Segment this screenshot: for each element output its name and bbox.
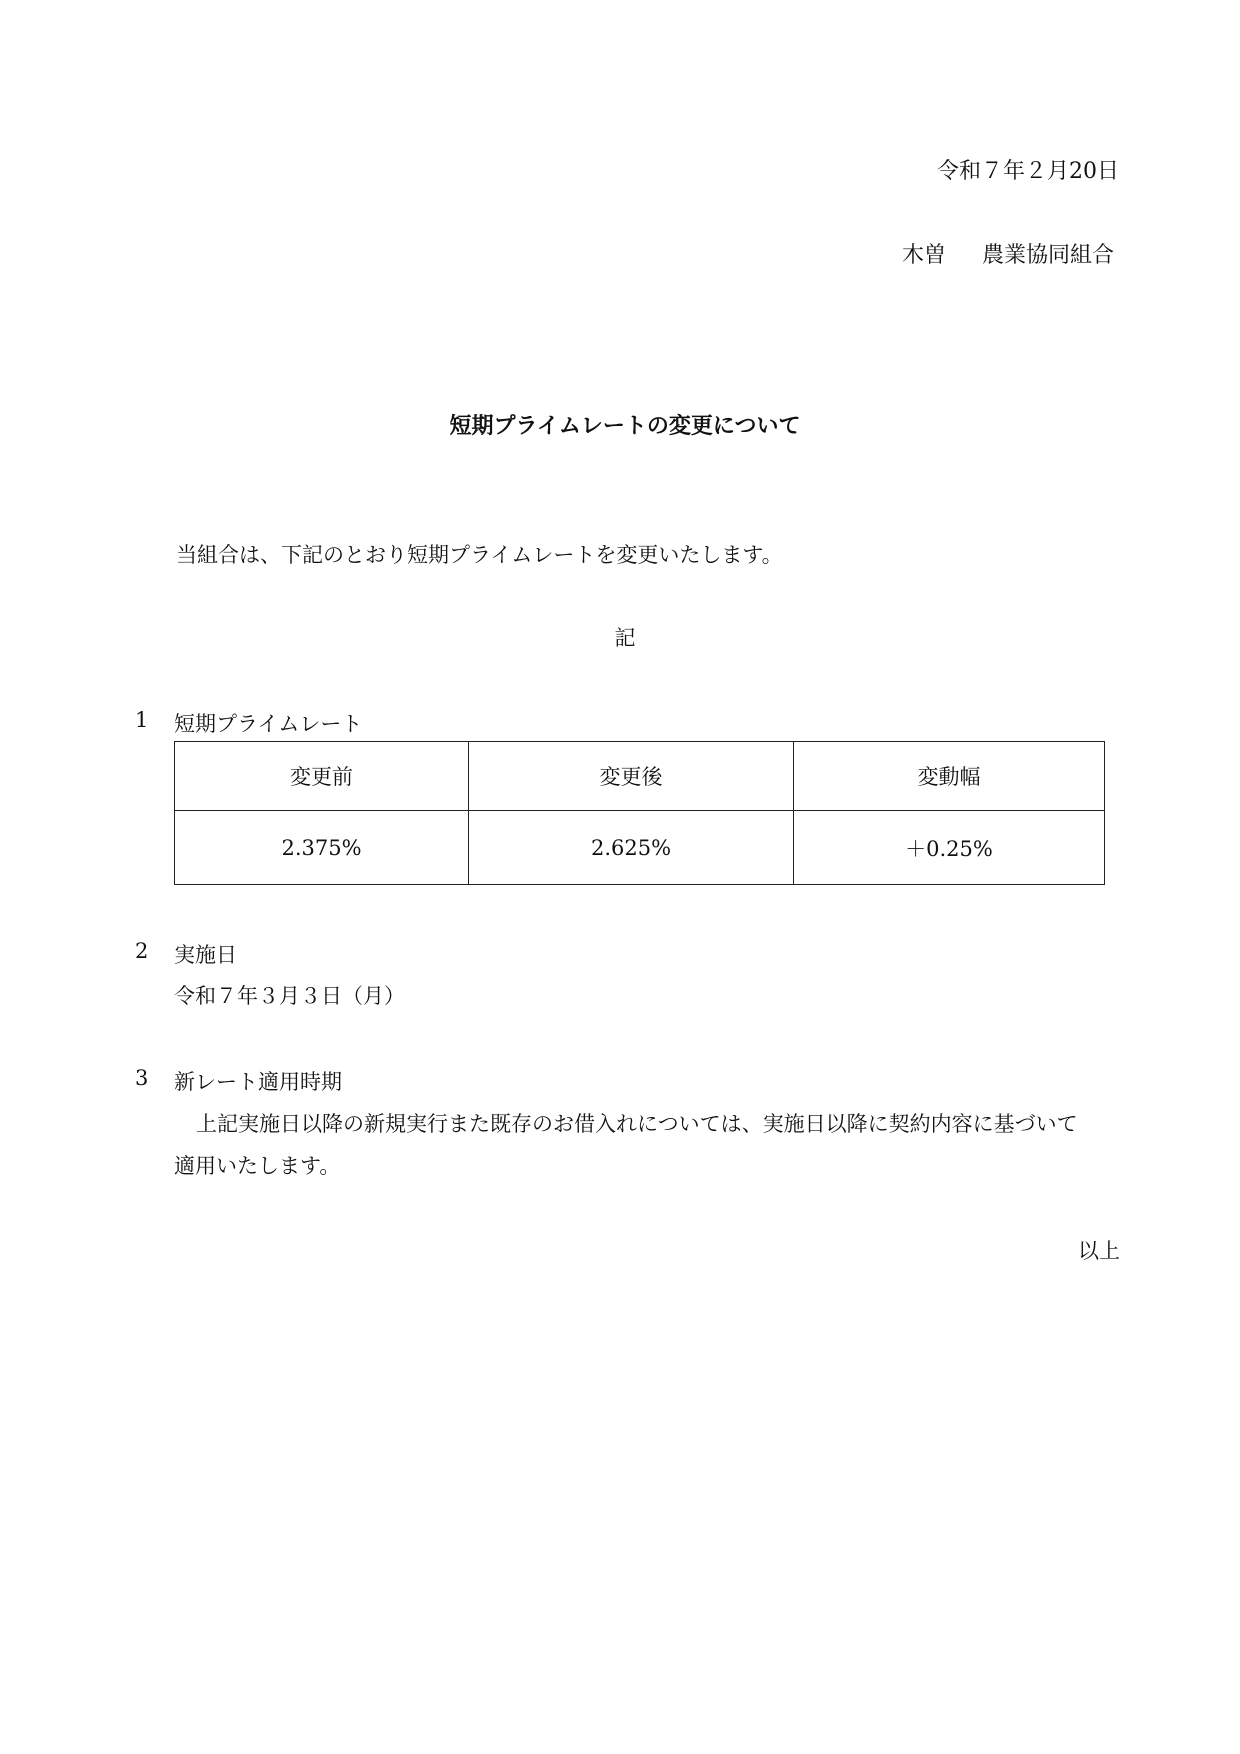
ki-heading: 記: [614, 626, 636, 650]
section-3-heading: 新レート適用時期: [174, 1070, 342, 1094]
intro-text: 当組合は、下記のとおり短期プライムレートを変更いたします。: [176, 543, 783, 567]
header-change: 変動幅: [794, 742, 1105, 811]
issuer-name-part2: 農業協同組合: [981, 243, 1114, 268]
value-change: ＋0.25%: [794, 811, 1105, 885]
section-3-number: 3: [135, 1066, 149, 1090]
document-title: 短期プライムレートの変更について: [449, 414, 801, 439]
section-3-body-line2: 適用いたします。: [174, 1154, 341, 1178]
issuer-name-part1: 木曽: [901, 243, 946, 268]
header-after: 変更後: [469, 742, 794, 811]
issuer-name: [902, 238, 1114, 269]
closing-text: 以上: [1078, 1239, 1120, 1263]
prime-rate-table: [174, 741, 1105, 885]
section-1-heading: 短期プライムレート: [174, 712, 363, 736]
document-date: 令和７年２月20日: [937, 159, 1119, 184]
value-before: 2.375%: [175, 811, 469, 885]
section-2-number: 2: [135, 939, 149, 963]
implementation-date: 令和７年３月３日（月）: [174, 984, 405, 1008]
section-1-number: 1: [135, 708, 149, 732]
table-value-row: [175, 811, 1105, 885]
value-after: 2.625%: [469, 811, 794, 885]
header-before: 変更前: [175, 742, 469, 811]
section-2-heading: 実施日: [174, 943, 237, 967]
section-3-body-line1: 上記実施日以降の新規実行また既存のお借入れについては、実施日以降に契約内容に基づいて: [196, 1112, 1078, 1136]
table-header-row: [175, 742, 1105, 811]
